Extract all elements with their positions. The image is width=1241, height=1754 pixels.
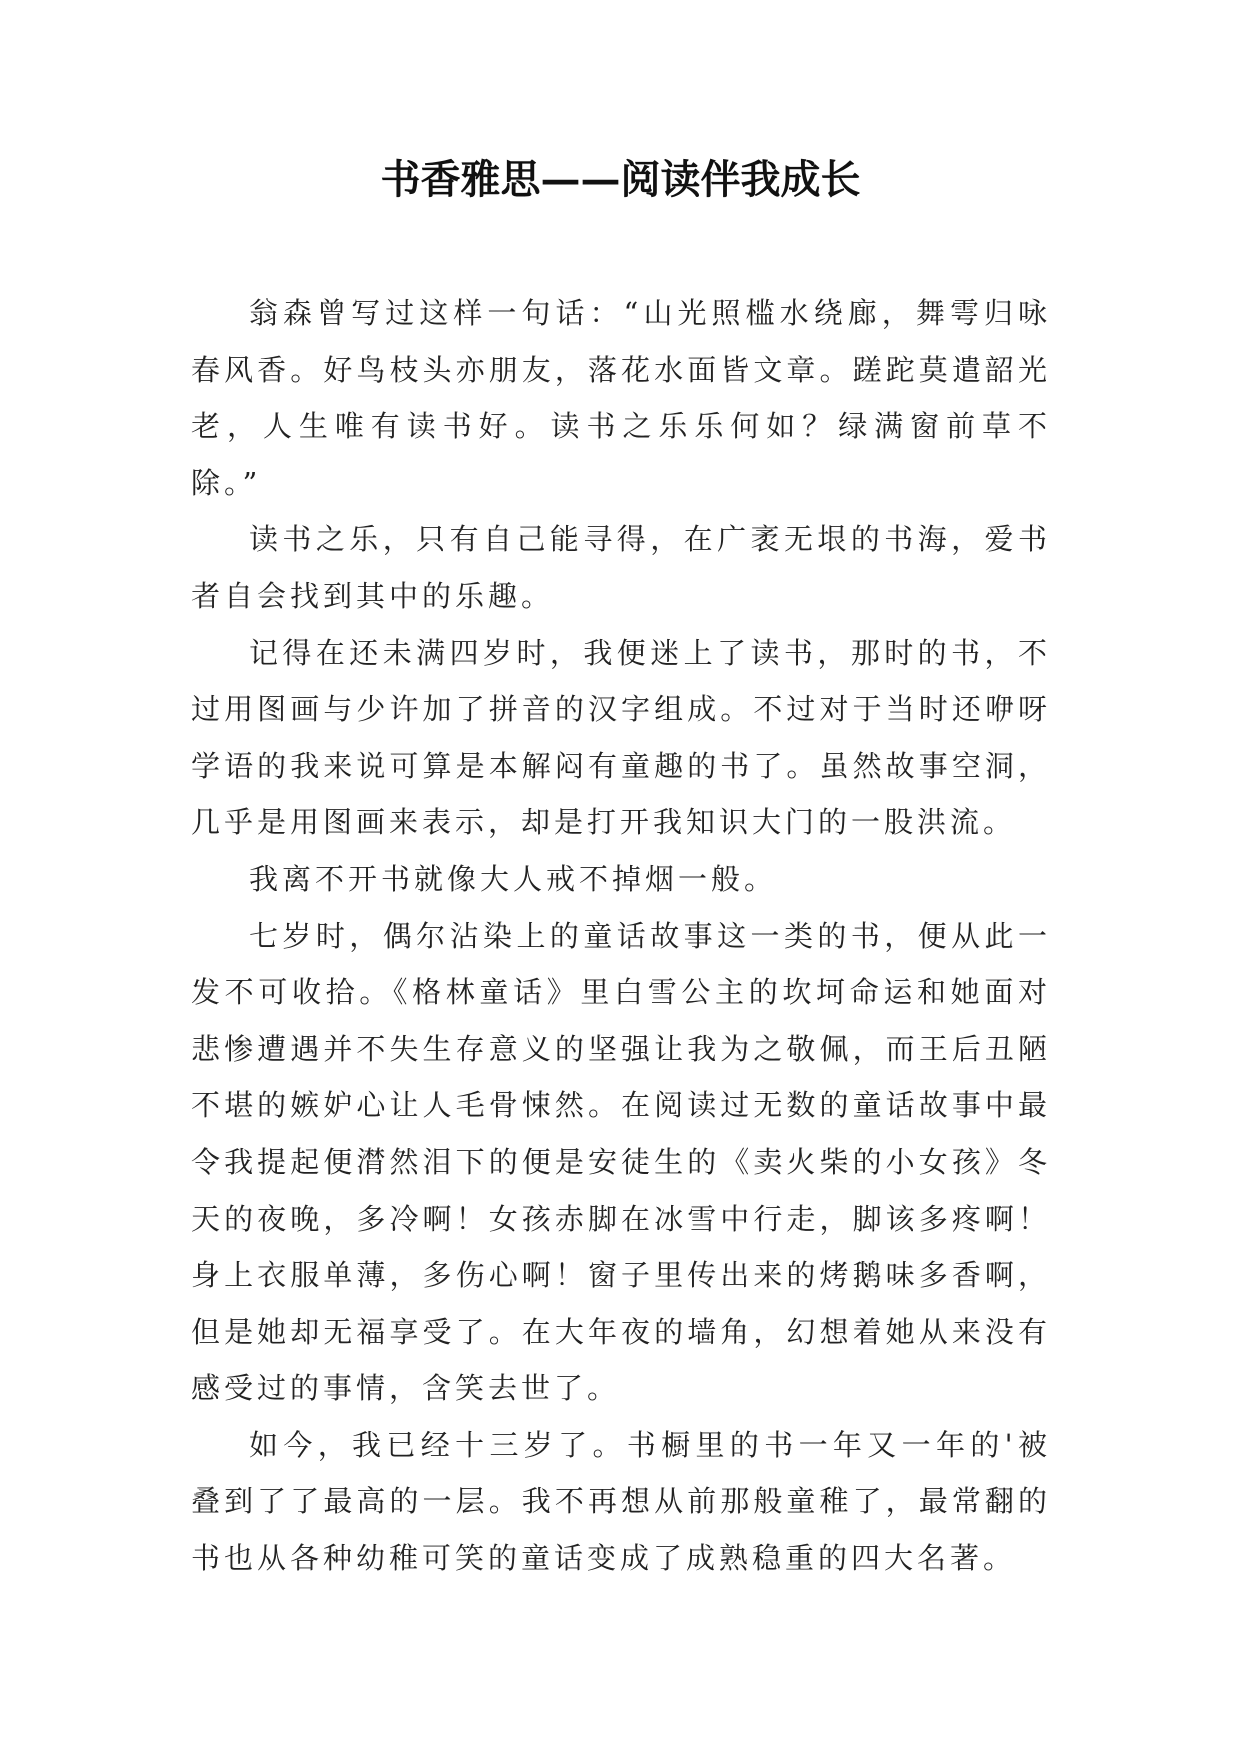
document-body xyxy=(191,285,1051,1587)
paragraph: 读书之乐，只有自己能寻得，在广袤无垠的书海，爱书者自会找到其中的乐趣。 xyxy=(191,522,1051,613)
document-title: 书香雅思——阅读伴我成长 xyxy=(380,156,861,203)
paragraph: 翁森曾写过这样一句话：“山光照槛水绕廊，舞雩归咏春风香。好鸟枝头亦朋友，落花水面皆文章。蹉跎莫遣韶光老，人生唯有读书好。读书之乐乐何如？绿满窗前草不除。” xyxy=(191,296,1051,500)
paragraph: 七岁时，偶尔沾染上的童话故事这一类的书，便从此一发不可收拾。《格林童话》里白雪公主的坎坷命运和她面对悲惨遭遇并不失生存意义的坚强让我为之敬佩，而王后丑陋不堪的嫉妒心让人毛骨悚然。在阅读过无数的童话故事中最令我提起便潸然泪下的便是安徒生的《卖火柴的小女孩》冬天的夜晚，多冷啊！女孩赤脚在冰雪中行走，脚该多疼啊！身上衣服单薄，多伤心啊！窗子里传出来的烤鹅味多香啊，但是她却无福享受了。在大年夜的墙角，幻想着她从来没有感受过的事情，含笑去世了。 xyxy=(191,918,1051,1406)
paragraph: 记得在还未满四岁时，我便迷上了读书，那时的书，不过用图画与少许加了拼音的汉字组成。不过对于当时还咿呀学语的我来说可算是本解闷有童趣的书了。虽然故事空洞，几乎是用图画来表示，却是打开我知识大门的一股洪流。 xyxy=(191,635,1051,840)
paragraph: 如今，我已经十三岁了。书橱里的书一年又一年的'被叠到了了最高的一层。我不再想从前那般童稚了，最常翻的书也从各种幼稚可笑的童话变成了成熟稳重的四大名著。 xyxy=(191,1427,1051,1576)
paragraph: 我离不开书就像大人戒不掉烟一般。 xyxy=(249,861,778,896)
